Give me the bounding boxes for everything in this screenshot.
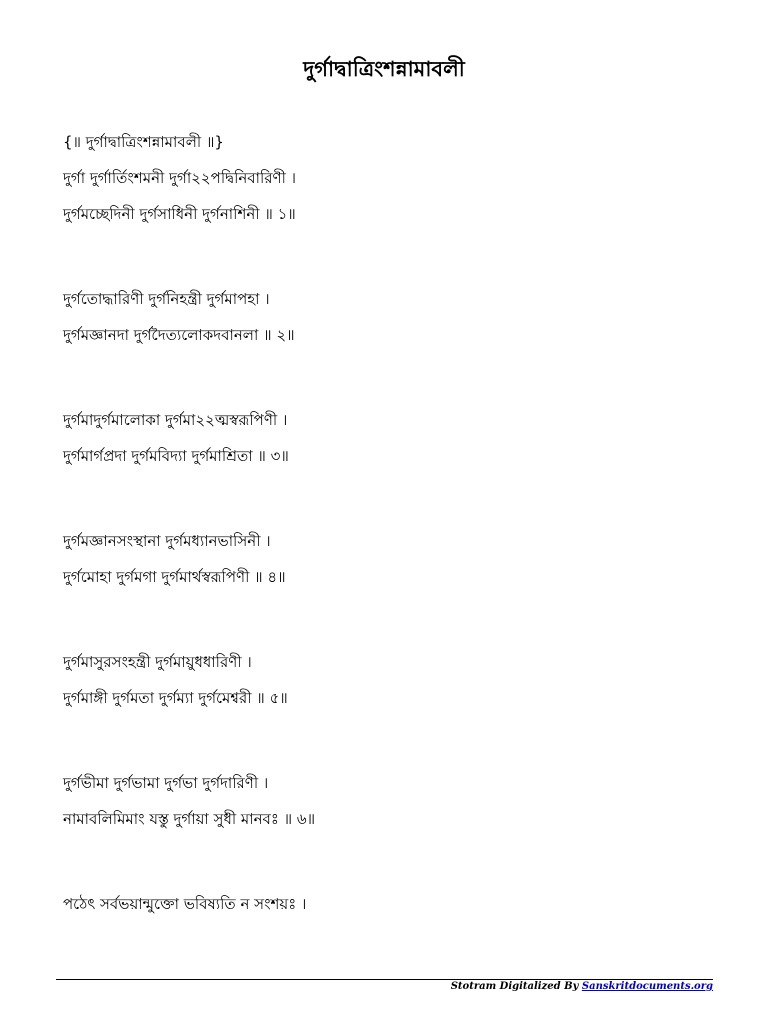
page-title: দুর্গাদ্বাত্রিংশন্নামাবলী bbox=[303, 57, 465, 81]
verse-line: দুর্গা দুর্গার্তিংশমনী দুর্গা২২পদ্বিনিবারিণী । bbox=[63, 169, 297, 187]
stanza-gap bbox=[63, 595, 723, 644]
footer-credit bbox=[451, 980, 713, 993]
verse-line: দুর্গমোহা দুর্গমগা দুর্গমার্থস্বরূপিণী ॥ ৪॥ bbox=[63, 568, 286, 586]
verse-line: দুর্গমচ্ছেদিনী দুর্গসাধিনী দুর্গনাশিনী ॥ ১॥ bbox=[63, 205, 296, 223]
verse-line: দুর্গমাদুর্গমালোকা দুর্গমা২২ত্মস্বরূপিণী । bbox=[63, 411, 288, 429]
stanza-gap bbox=[63, 232, 723, 281]
verse-line: নামাবলিমিমাং যস্তু দুর্গায়া সুধী মানবঃ ॥ ৬॥ bbox=[63, 810, 316, 828]
stanza-gap bbox=[63, 837, 723, 886]
verse-line: দুর্গভীমা দুর্গভামা দুর্গভা দুর্গদারিণী । bbox=[63, 774, 269, 792]
verse-line: দুর্গমাঙ্গী দুর্গমতা দুর্গম্যা দুর্গমেশ্বরী ॥ ৫॥ bbox=[63, 689, 288, 707]
footer-credit-text: Stotram Digitalized By bbox=[450, 981, 582, 992]
verse-line: দুর্গমার্গপ্রদা দুর্গমবিদ্যা দুর্গমাশ্রিতা ॥ ৩॥ bbox=[63, 447, 289, 465]
verse-line: দুর্গমজ্ঞানদা দুর্গদৈত্যলোকদবানলা ॥ ২॥ bbox=[63, 326, 295, 344]
closing-line: পঠেৎ সর্বভয়ান্মুক্তো ভবিষ্যতি ন সংশয়ঃ । bbox=[63, 895, 307, 913]
verse-line: দুর্গমাসুরসংহন্ত্রী দুর্গমায়ুধধারিণী । bbox=[63, 653, 252, 671]
stotra-body bbox=[63, 124, 723, 922]
stanza-gap bbox=[63, 716, 723, 765]
heading-line: {॥ দুর্গাদ্বাত্রিংশন্নামাবলী ॥} bbox=[63, 133, 224, 151]
verse-line: দুর্গমজ্ঞানসংস্থানা দুর্গমধ্যানভাসিনী । bbox=[63, 532, 271, 550]
verse-line: দুর্গতোদ্ধারিণী দুর্গনিহন্ত্রী দুর্গমাপহা । bbox=[63, 290, 270, 308]
stanza-gap bbox=[63, 353, 723, 402]
sanskritdocuments-link[interactable]: Sanskritdocuments.org bbox=[581, 981, 713, 992]
stanza-gap bbox=[63, 474, 723, 523]
